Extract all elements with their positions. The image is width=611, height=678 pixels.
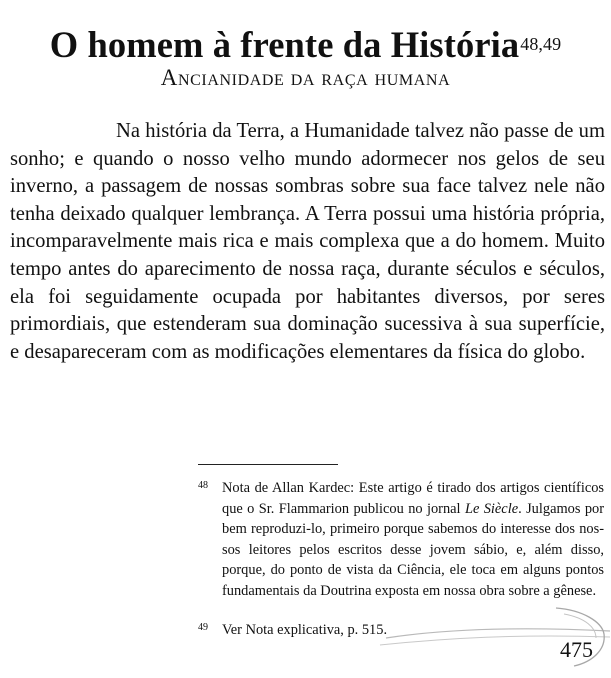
footnote-text-part: . Julgamos por bem reproduzi-lo, primeiro porque sabemos do interesse dos nossos leitores pelos escritos desse jovem sábio, e, além disso, porque, do ponto de vista da Ciência, ele toca em alguns pontos fundamentais da Doutrina exposta em nossa obra sobre a gênese. <box>222 500 605 599</box>
title-footnote-refs: 48,49 <box>520 34 562 55</box>
section-subtitle: Ancianidade da raça humana <box>160 65 451 90</box>
footnote-text-part: Nota de Allan Kardec: Este artigo é tirado dos artigos científicos que o Sr. Flammarion publicou no jornal <box>222 480 604 517</box>
chapter-title-text: O homem à frente da História <box>49 24 520 66</box>
footnote-separator <box>198 464 338 465</box>
chapter-title <box>0 25 611 65</box>
footnote-number: 49 <box>198 622 208 633</box>
newspaper-title: Le Siècle <box>464 500 519 517</box>
footnote-48 <box>198 478 604 601</box>
footnote-number: 48 <box>198 480 208 491</box>
body-paragraph: Na história da Terra, a Humanidade talvez não passe de um sonho; e quando o nosso velho mundo adormecer nos gelos de seu inverno, a passagem de nossas sombras sobre sua face talvez nele não tenha deixado qualquer lembrança. A Terra possui uma história própria, incomparavelmente mais rica e mais complexa que a do homem. Muito tempo antes do aparecimento de nossa raça, durante séculos e séculos, ela foi seguidamente ocupada por habitantes diversos, por seres primordiais, que estenderam sua dominação sucessiva à sua superfície, e desapareceram com as modificações elementares da física do globo. <box>10 120 605 363</box>
footnote-text: Ver Nota explicativa, p. 515. <box>222 622 388 638</box>
footnote-text <box>222 478 604 601</box>
page-number: 475 <box>560 637 593 662</box>
